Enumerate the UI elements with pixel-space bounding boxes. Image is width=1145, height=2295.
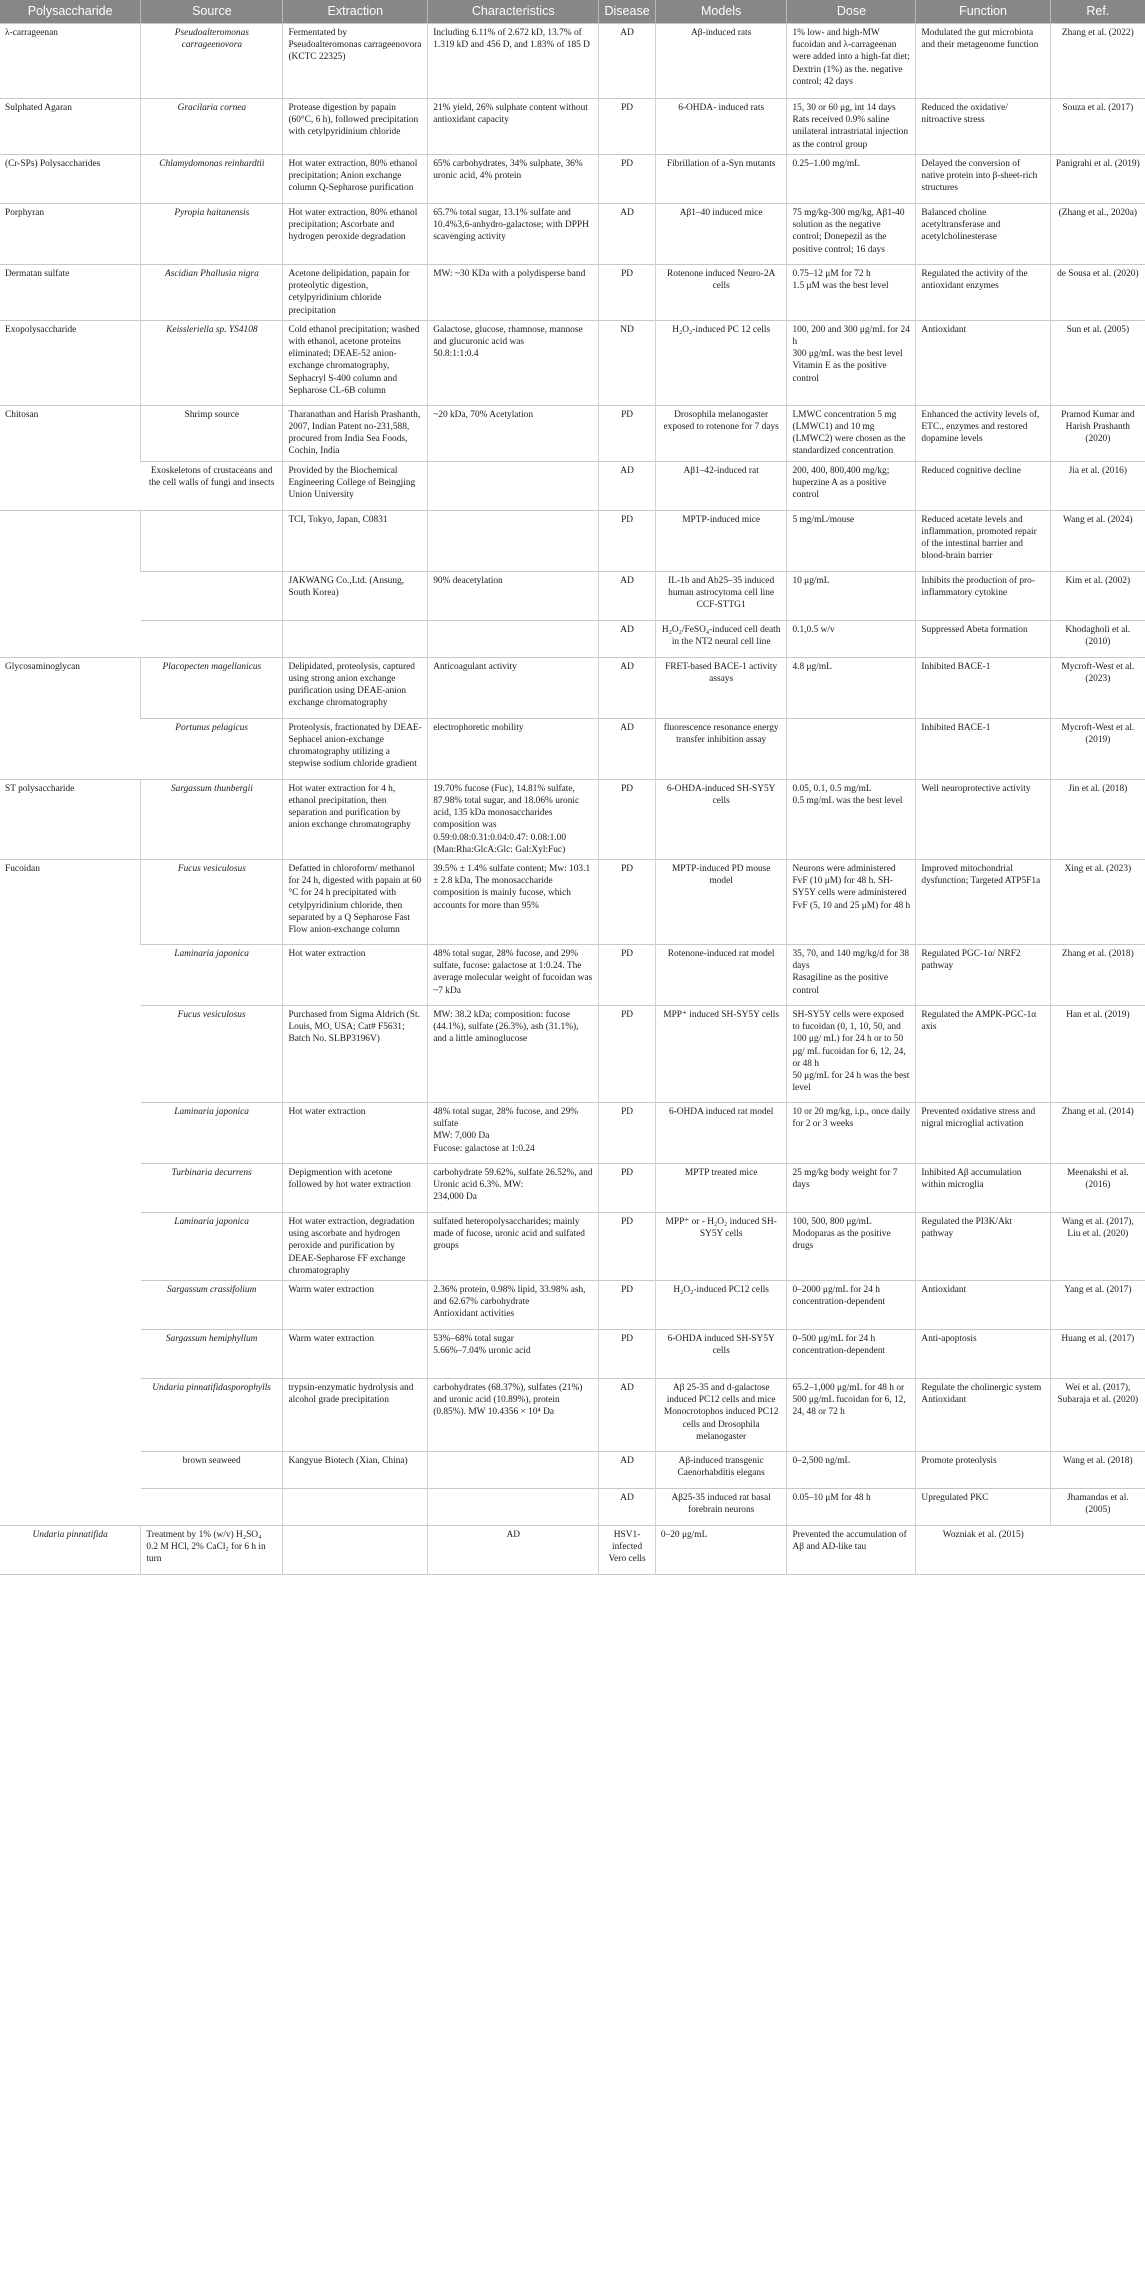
disease-cell: AD [599,24,656,99]
table-row [0,203,1145,264]
models-cell: Aβ 25-35 and d-galactose induced PC12 cells and mice Monocrotophos induced PC12 cells and Drosophila melanogaster [655,1379,787,1452]
extraction-cell: Defatted in chloroform/ methanol for 24 h, digested with papain at 60 °C for 24 h precipitated with cetylpyridinium chloride, then separated by a Q Sepharose Fast Flow anion-exchange column [283,859,428,944]
extraction-cell [283,1489,428,1526]
disease-cell: AD [599,1379,656,1452]
characteristics-cell: carbohydrates (68.37%), sulfates (21%) and uronic acid (10.89%), protein (0.85%). MW 10.4356 × 10⁴ Da [428,1379,599,1452]
extraction-cell: Hot water extraction [283,944,428,1005]
characteristics-cell: 48% total sugar, 28% fucose, and 29% sulfate MW: 7,000 Da Fucose: galactose at 1:0.24 [428,1102,599,1163]
dose-cell: SH-SY5Y cells were exposed to fucoidan (0, 1, 10, 50, and 100 μg/ mL) for 24 h or to 50 μg/ mL fucoidan for 6, 12, 24, or 48 h 50 μg/mL for 24 h was the best level [787,1005,916,1102]
extraction-cell: Protease digestion by papain (60°C, 6 h), followed precipitation with cetylpyridinium chloride [283,99,428,155]
reference-cell: Meenakshi et al. (2016) [1050,1163,1145,1212]
source-cell: Chlamydomonas reinhardtii [141,154,283,203]
extraction-cell: Hot water extraction, 80% ethanol precipitation; Ascorbate and hydrogen peroxide degradation [283,203,428,264]
polysaccharide-cell: Chitosan [5,409,39,420]
models-cell: MPP⁺ or - H₂O₂ induced SH-SY5Y cells [655,1212,787,1280]
disease-cell: PD [599,99,656,155]
source-cell: Undaria pinnatifidasporophylls [152,1383,271,1394]
dose-cell: 0–2,500 ng/mL [787,1452,916,1489]
characteristics-cell: Including 6.11% of 2.672 kD, 13.7% of 1.319 kD and 456 D, and 1.83% of 185 D [428,24,599,99]
header-row [0,0,1145,24]
disease-cell: PD [599,779,656,859]
reference-cell: Wozniak et al. (2015) [916,1526,1050,1575]
source-cell: Gracilaria cornea [141,99,283,155]
table-row [0,1102,1145,1163]
reference-cell: Souza et al. (2017) [1050,99,1145,155]
characteristics-cell: 19.70% fucose (Fuc), 14.81% sulfate, 87.98% total sugar, and 18.06% uronic acid, 135 kDa monosaccharides composition was 0.59:0.08:0.31:0.04:0.47: 0.08:1.00 (Man:Rha:GlcA:Glc: Gal:Xyl:Fuc) [428,779,599,859]
source-cell: Sargassum crassifolium [166,1285,257,1296]
extraction-cell: Cold ethanol precipitation; washed with ethanol, acetone proteins eliminated; DEAE-52 anion-exchange chromatography, Sephacryl S-400 column and Sepharose CL-6B column [283,320,428,405]
characteristics-cell: MW: ~30 KDa with a polydisperse band [428,264,599,320]
source-cell: Turbinaria decurrens [171,1167,252,1178]
polysaccharide-cell: Porphyran [5,207,45,218]
dose-cell: 0–20 μg/mL [655,1526,787,1575]
table-row [0,1281,1145,1330]
models-cell: H₂O₂/FeSO₄-induced cell death in the NT2 neural cell line [655,620,787,657]
table-row [0,1212,1145,1280]
reference-cell: Mycroft-West et al. (2023) [1050,657,1145,718]
characteristics-cell [428,1452,599,1489]
characteristics-cell: 2.36% protein, 0.98% lipid, 33.98% ash, and 62.67% carbohydrate Antioxidant activities [428,1281,599,1330]
disease-cell: PD [599,1281,656,1330]
models-cell: FRET-based BACE-1 activity assays [655,657,787,718]
disease-cell: PD [599,859,656,944]
function-cell: Improved mitochondrial dysfunction; Targeted ATP5F1a [916,859,1050,944]
reference-cell: Sun et al. (2005) [1050,320,1145,405]
reference-cell: Zhang et al. (2014) [1050,1102,1145,1163]
extraction-cell: Proteolysis, fractionated by DEAE-Sephacel anion-exchange chromatography utilizing a stepwise sodium chloride gradient [283,718,428,779]
extraction-cell: Hot water extraction, 80% ethanol precipitation; Anion exchange column Q-Sepharose purification [283,154,428,203]
extraction-cell: TCI, Tokyo, Japan, C0831 [283,510,428,571]
function-cell: Well neuroprotective activity [916,779,1050,859]
source-cell [141,510,283,571]
dose-cell: Neurons were administered FvF (10 μM) for 48 h. SH-SY5Y cells were administered FvF (5, 10 and 25 μM) for 48 h [787,859,916,944]
characteristics-cell [428,510,599,571]
reference-cell: Wei et al. (2017), Subaraja et al. (2020) [1050,1379,1145,1452]
dose-cell: 0.75–12 μM for 72 h 1.5 μM was the best level [787,264,916,320]
characteristics-cell: carbohydrate 59.62%, sulfate 26.52%, and Uronic acid 6.3%. MW: 234,000 Da [428,1163,599,1212]
characteristics-cell: ~20 kDa, 70% Acetylation [428,405,599,461]
disease-cell: PD [599,1005,656,1102]
dose-cell: 0.1,0.5 w/v [787,620,916,657]
table-row [0,859,1145,944]
function-cell: Prevented the accumulation of Aβ and AD-like tau [787,1526,916,1575]
characteristics-cell [428,461,599,510]
reference-cell: Jhamandas et al. (2005) [1050,1489,1145,1526]
disease-cell: AD [599,620,656,657]
function-cell: Enhanced the activity levels of, ETC., enzymes and restored dopamine levels [916,405,1050,461]
characteristics-cell [428,620,599,657]
header-ref: Ref. [1050,0,1145,24]
function-cell: Antioxidant [916,320,1050,405]
function-cell: Prevented oxidative stress and nigral microglial activation [916,1102,1050,1163]
dose-cell [787,718,916,779]
reference-cell: Zhang et al. (2018) [1050,944,1145,1005]
models-cell: fluorescence resonance energy transfer inhibition assay [655,718,787,779]
disease-cell: AD [599,657,656,718]
extraction-cell: Warm water extraction [283,1330,428,1379]
extraction-cell: Kangyue Biotech (Xian, China) [283,1452,428,1489]
function-cell: Regulate the cholinergic system Antioxidant [916,1379,1050,1452]
disease-cell: AD [599,718,656,779]
source-cell: Placopecten magellanicus [141,657,283,718]
reference-cell: Khodagholi et al. (2010) [1050,620,1145,657]
reference-cell: Jia et al. (2016) [1050,461,1145,510]
disease-cell: AD [599,461,656,510]
disease-cell: PD [599,264,656,320]
source-cell: Portunus pelagicus [175,722,248,733]
extraction-cell: Depigmention with acetone followed by hot water extraction [283,1163,428,1212]
characteristics-cell [283,1526,428,1575]
function-cell: Regulated PGC-1α/ NRF2 pathway [916,944,1050,1005]
reference-cell: Panigrahi et al. (2019) [1050,154,1145,203]
characteristics-cell: 39.5% ± 1.4% sulfate content; Mw: 103.1 ± 2.8 kDa, The monosaccharide composition is mainly fucose, which accounts for more than 95% [428,859,599,944]
dose-cell: 10 or 20 mg/kg, i.p., once daily for 2 or 3 weeks [787,1102,916,1163]
source-cell [141,620,283,657]
source-cell: Fucus vesiculosus [177,1009,246,1020]
dose-cell: 0.05–10 μM for 48 h [787,1489,916,1526]
table-row [0,1452,1145,1489]
disease-cell: PD [599,944,656,1005]
models-cell: Aβ-induced rats [655,24,787,99]
source-cell: brown seaweed [182,1456,241,1467]
characteristics-cell: 65.7% total sugar, 13.1% sulfate and 10.4%3,6-anhydro-galactose; with DPPH scavenging activity [428,203,599,264]
disease-cell: ND [599,320,656,405]
function-cell: Reduced cognitive decline [916,461,1050,510]
polysaccharide-cell: Fucoidan [5,863,40,874]
table-body [0,24,1145,1575]
characteristics-cell: 90% deacetylation [428,571,599,620]
disease-cell: AD [599,1452,656,1489]
models-cell: H₂O₂-induced PC 12 cells [655,320,787,405]
reference-cell: Pramod Kumar and Harish Prashanth (2020) [1050,405,1145,461]
extraction-cell: Fermentated by Pseudoalteromonas carrageenovora (KCTC 22325) [283,24,428,99]
source-cell: Laminaria japonica [174,948,249,959]
dose-cell: 0–500 μg/mL for 24 h concentration-dependent [787,1330,916,1379]
function-cell: Modulated the gut microbiota and their metagenome function [916,24,1050,99]
function-cell: Inhibited Aβ accumulation within microglia [916,1163,1050,1212]
source-cell: Ascidian Phallusia nigra [141,264,283,320]
reference-cell: Wang et al. (2017), Liu et al. (2020) [1050,1212,1145,1280]
models-cell: MPTP-induced mice [655,510,787,571]
characteristics-cell: 53%–68% total sugar 5.66%–7.04% uronic acid [428,1330,599,1379]
disease-cell: AD [428,1526,599,1575]
extraction-cell: Delipidated, proteolysis, captured using strong anion exchange purification using DEAE-anion exchange chromatography [283,657,428,718]
disease-cell: PD [599,154,656,203]
table-row [0,24,1145,99]
characteristics-cell: MW: 38.2 kDa; composition: fucose (44.1%), sulfate (26.3%), ash (31.1%), and a little aminoglucose [428,1005,599,1102]
dose-cell: 25 mg/kg body weight for 7 days [787,1163,916,1212]
source-cell: Pyropia haitanensis [141,203,283,264]
characteristics-cell: 65% carbohydrates, 34% sulphate, 36% uronic acid, 4% protein [428,154,599,203]
disease-cell: PD [599,1212,656,1280]
models-cell: Drosophila melanogaster exposed to rotenone for 7 days [655,405,787,461]
function-cell: Inhibited BACE-1 [916,718,1050,779]
models-cell: IL-1b and Ab25–35 induced human astrocytoma cell line CCF-STTG1 [655,571,787,620]
models-cell: MPTP treated mice [655,1163,787,1212]
reference-cell: Mycroft-West et al. (2019) [1050,718,1145,779]
dose-cell: 10 μg/mL [787,571,916,620]
function-cell: Antioxidant [916,1281,1050,1330]
dose-cell: 35, 70, and 140 mg/kg/d for 38 days Rasagiline as the positive control [787,944,916,1005]
header-disease: Disease [599,0,656,24]
extraction-cell: Acetone delipidation, papain for proteolytic digestion, cetylpyridinium chloride precipitation [283,264,428,320]
models-cell: 6-OHDA induced rat model [655,1102,787,1163]
polysaccharide-cell [0,510,141,657]
source-cell: Laminaria japonica [174,1216,249,1227]
models-cell: Aβ1–40 induced mice [655,203,787,264]
dose-cell: 200, 400, 800,400 mg/kg; huperzine A as a positive control [787,461,916,510]
disease-cell: PD [599,1163,656,1212]
reference-cell: Wang et al. (2018) [1050,1452,1145,1489]
table-row [0,320,1145,405]
reference-cell: Xing et al. (2023) [1050,859,1145,944]
source-cell: Pseudoalteromonas carrageenovora [141,24,283,99]
models-cell: Aβ-induced transgenic Caenorhabditis elegans [655,1452,787,1489]
table-row [0,510,1145,571]
disease-cell: PD [599,405,656,461]
disease-cell: PD [599,1330,656,1379]
reference-cell: Han et al. (2019) [1050,1005,1145,1102]
extraction-cell: Hot water extraction, degradation using ascorbate and hydrogen peroxide and purification by DEAE-Sepharose FF exchange chromatography [283,1212,428,1280]
function-cell: Reduced the oxidative/ nitroactive stress [916,99,1050,155]
reference-cell: Jin et al. (2018) [1050,779,1145,859]
models-cell: Rotenone-induced rat model [655,944,787,1005]
models-cell: Rotenone induced Neuro-2A cells [655,264,787,320]
function-cell: Inhibits the production of pro-inflammatory cytokine [916,571,1050,620]
extraction-cell: Tharanathan and Harish Prashanth, 2007, Indian Patent no-231,588, procured from India Sea Foods, Cochin, India [283,405,428,461]
header-extraction: Extraction [283,0,428,24]
function-cell: Regulated the activity of the antioxidant enzymes [916,264,1050,320]
function-cell: Balanced choline acetyltransferase and acetylcholinesterase [916,203,1050,264]
extraction-cell: Hot water extraction [283,1102,428,1163]
header-dose: Dose [787,0,916,24]
disease-cell: AD [599,203,656,264]
characteristics-cell: 48% total sugar, 28% fucose, and 29% sulfate, fucose: galactose at 1:0.24. The average molecular weight of fucoidan was ~7 kDa [428,944,599,1005]
header-polysaccharide: Polysaccharide [0,0,141,24]
polysaccharide-cell: ST polysaccharide [5,783,75,794]
reference-cell: Wang et al. (2024) [1050,510,1145,571]
function-cell: Anti-apoptosis [916,1330,1050,1379]
function-cell: Reduced acetate levels and inflammation, promoted repair of the intestinal barrier and blood-brain barrier [916,510,1050,571]
models-cell: 6-OHDA induced SH-SY5Y cells [655,1330,787,1379]
dose-cell: 100, 500, 800 μg/mL Modoparas as the positive drugs [787,1212,916,1280]
models-cell: Aβ1–42-induced rat [655,461,787,510]
table-row [0,1379,1145,1452]
dose-cell: 0–2000 μg/mL for 24 h concentration-dependent [787,1281,916,1330]
dose-cell: LMWC concentration 5 mg (LMWC1) and 10 mg (LMWC2) were chosen as the standardized concentration [787,405,916,461]
dose-cell: 15, 30 or 60 μg, int 14 days Rats received 0.9% saline unilateral intrastriatal injection as the control group [787,99,916,155]
reference-cell: Kim et al. (2002) [1050,571,1145,620]
models-cell: 6-OHDA-induced SH-SY5Y cells [655,779,787,859]
table-row [0,461,1145,510]
disease-cell: AD [599,1489,656,1526]
reference-cell: Yang et al. (2017) [1050,1281,1145,1330]
disease-cell: PD [599,510,656,571]
characteristics-cell: electrophoretic mobility [428,718,599,779]
table-row [0,779,1145,859]
dose-cell: 5 mg/mL/mouse [787,510,916,571]
dose-cell: 1% low- and high-MW fucoidan and λ-carrageenan were added into a high-fat diet; Dextrin (1%) as the. negative control; 42 days [787,24,916,99]
dose-cell: 0.25–1.00 mg/mL [787,154,916,203]
extraction-cell: JAKWANG Co.,Ltd. (Ansung, South Korea) [283,571,428,620]
extraction-cell: Purchased from Sigma Aldrich (St. Louis, MO, USA; Cat# F5631; Batch No. SLBP3196V) [283,1005,428,1102]
source-cell: Fucus vesiculosus [141,859,283,944]
reference-cell: Huang et al. (2017) [1050,1330,1145,1379]
table-row [0,264,1145,320]
function-cell: Inhibited BACE-1 [916,657,1050,718]
disease-cell: PD [599,1102,656,1163]
source-cell: Sargassum hemiphyllum [165,1334,258,1345]
disease-cell: AD [599,571,656,620]
models-cell: MPP⁺ induced SH-SY5Y cells [655,1005,787,1102]
models-cell: Fibrillation of a-Syn mutants [655,154,787,203]
table-row [0,99,1145,155]
table-row [0,154,1145,203]
header-characteristics: Characteristics [428,0,599,24]
function-cell: Regulated the PI3K/Akt pathway [916,1212,1050,1280]
table-row [0,718,1145,779]
models-cell: MPTP-induced PD mouse model [655,859,787,944]
models-cell: 6-OHDA- induced rats [655,99,787,155]
function-cell: Regulated the AMPK-PGC-1α axis [916,1005,1050,1102]
extraction-cell: Hot water extraction for 4 h, ethanol precipitation, then separation and purification by anion exchange chromatography [283,779,428,859]
characteristics-cell [428,1489,599,1526]
dose-cell: 65.2–1,000 μg/mL for 48 h or 500 μg/mL fucoidan for 6, 12, 24, 48 or 72 h [787,1379,916,1452]
reference-cell: Zhang et al. (2022) [1050,24,1145,99]
polysaccharide-cell: Exopolysaccharide [5,324,77,335]
source-cell [141,571,283,620]
extraction-cell: Treatment by 1% (w/v) H₂SO₄ 0.2 M HCl, 2% CaCl₂ for 6 h in turn [141,1526,283,1575]
source-cell: Shrimp source [141,405,283,461]
function-cell: Upregulated PKC [916,1489,1050,1526]
extraction-cell: Provided by the Biochemical Engineering College of Beingjing Union University [283,461,428,510]
function-cell: Promote proteolysis [916,1452,1050,1489]
header-function: Function [916,0,1050,24]
table-row [0,571,1145,620]
table-row [0,1163,1145,1212]
dose-cell: 0.05, 0.1, 0.5 mg/mL 0.5 mg/mL was the best level [787,779,916,859]
extraction-cell [283,620,428,657]
table-row [0,944,1145,1005]
function-cell: Delayed the conversion of native protein into β-sheet-rich structures [916,154,1050,203]
extraction-cell: Warm water extraction [283,1281,428,1330]
polysaccharide-cell: λ-carrageenan [5,28,58,38]
extraction-cell: trypsin-enzymatic hydrolysis and alcohol grade precipitation [283,1379,428,1452]
source-cell: Keissleriella sp. YS4108 [141,320,283,405]
models-cell: Aβ25-35 induced rat basal forebrain neurons [655,1489,787,1526]
characteristics-cell: sulfated heteropolysaccharides; mainly made of fucose, uronic acid and sulfated groups [428,1212,599,1280]
polysaccharide-cell: Dermatan sulfate [5,268,70,279]
table-row [0,1005,1145,1102]
reference-cell: de Sousa et al. (2020) [1050,264,1145,320]
table-row [0,1330,1145,1379]
dose-cell: 75 mg/kg-300 mg/kg, Aβ1-40 solution as the negative control; Donepezil as the positive control; 16 days [787,203,916,264]
table-row [0,1489,1145,1526]
table-row [0,657,1145,718]
models-cell: HSV1-infected Vero cells [599,1526,656,1575]
polysaccharide-cell: Sulphated Agaran [5,103,72,113]
characteristics-cell: Galactose, glucose, rhamnose, mannose and glucuronic acid was 50.8:1:1:0.4 [428,320,599,405]
header-models: Models [655,0,787,24]
source-cell: Laminaria japonica [174,1106,249,1117]
polysaccharide-cell: Glycosaminoglycan [5,661,80,672]
source-cell [141,1489,283,1526]
header-source: Source [141,0,283,24]
characteristics-cell: Anticoagulant activity [428,657,599,718]
table-row [0,620,1145,657]
table-row [0,405,1145,461]
source-cell: Sargassum thunbergii [141,779,283,859]
dose-cell: 4.8 μg/mL [787,657,916,718]
table-row [0,1526,1145,1575]
source-cell: Exoskeletons of crustaceans and the cell walls of fungi and insects [148,465,275,488]
dose-cell: 100, 200 and 300 μg/mL for 24 h 300 μg/mL was the best level Vitamin E as the positive control [787,320,916,405]
polysaccharide-cell: (Cr-SPs) Polysaccharides [5,158,101,169]
models-cell: H₂O₂-induced PC12 cells [655,1281,787,1330]
function-cell: Suppressed Abeta formation [916,620,1050,657]
reference-cell: (Zhang et al., 2020a) [1050,203,1145,264]
source-cell: Undaria pinnatifida [32,1530,108,1541]
characteristics-cell: 21% yield, 26% sulphate content without antioxidant capacity [428,99,599,155]
